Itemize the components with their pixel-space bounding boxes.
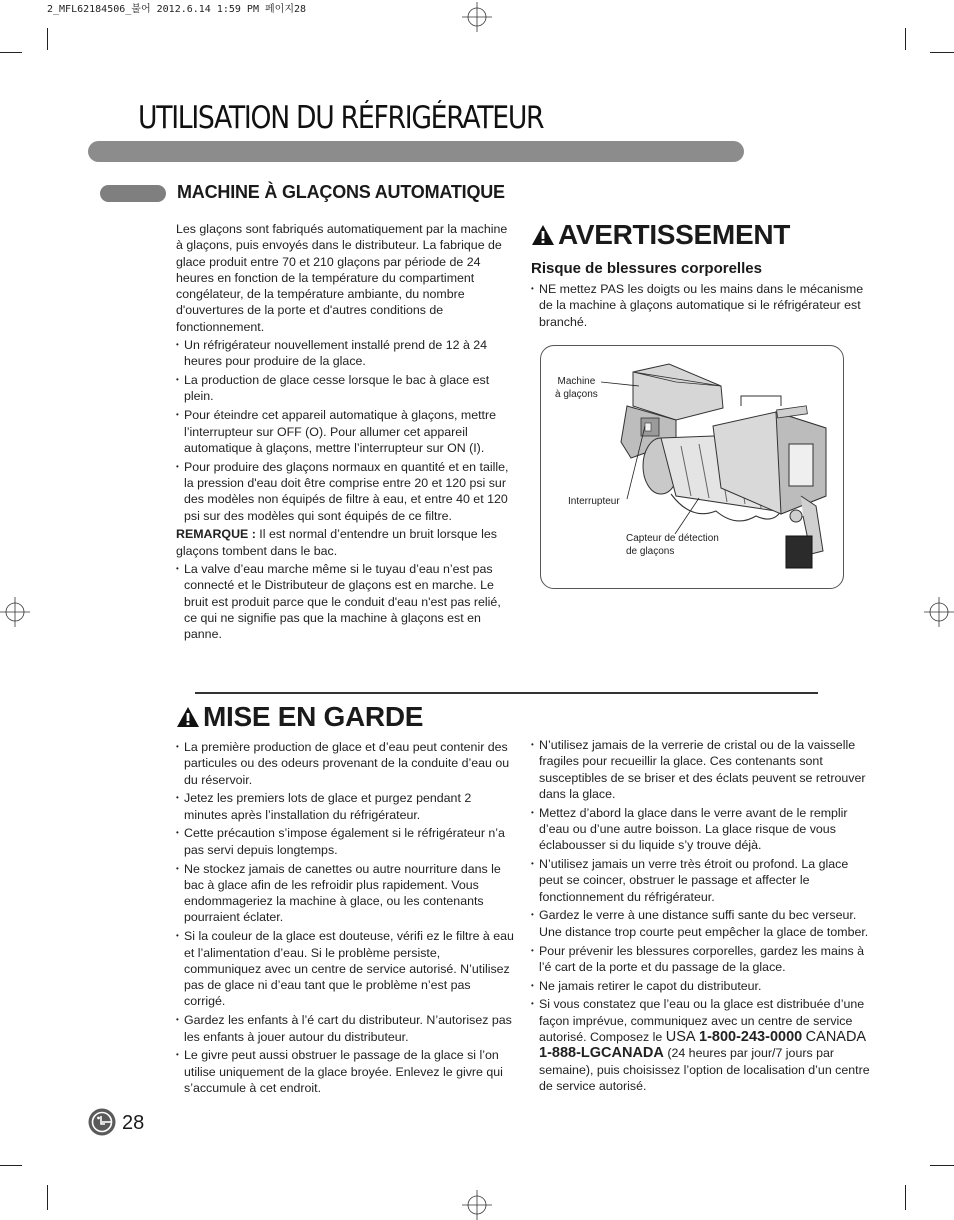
warning-text: [531, 281, 871, 332]
canada-label: CANADA: [805, 1029, 867, 1046]
ice-maker-figure: [540, 345, 844, 589]
usa-phone: 1-800-243-0000: [699, 1029, 803, 1046]
list-item: • Ne jamais retirer le capot du distributeur.: [531, 978, 871, 994]
list-item: • NE mettez PAS les doigts ou les mains dans le mécanisme de la machine à glaçons automatique si le réfrigérateur est branché.: [531, 281, 871, 330]
list-item: • Gardez le verre à une distance suffi sante du bec verseur. Une distance trop courte peut empêcher la glace de tomber.: [531, 907, 871, 940]
list-item: • N’utilisez jamais un verre très étroit ou profond. La glace peut se coincer, obstruer le passage et affecter le fonctionnement du réfrigérateur.: [531, 856, 871, 905]
registration-mark-icon: [462, 2, 492, 32]
warning-triangle-icon: [531, 224, 555, 246]
label-ice-maker-line1: Machine: [557, 376, 596, 387]
caution-left-column: [176, 739, 514, 1099]
list-item: • La valve d’eau marche même si le tuyau d’eau n’est pas connecté et le Distributeur de glaçons est en marche. Le bruit est produit parce que le conduit d'eau n'est pas relié, ce qui ne signifie pas que la machine à glaçons est en panne.: [176, 561, 514, 642]
list-item: [531, 996, 871, 1094]
section-title: MACHINE À GLAÇONS AUTOMATIQUE: [177, 182, 505, 202]
warning-title: AVERTISSEMENT: [558, 219, 791, 250]
service-text-2: (24 heures par jour/7 jours par semaine), puis choisissez l’option de localisation d’un centre de service autorisé.: [539, 1046, 870, 1093]
page-title: UTILISATION DU RÉFRIGÉRATEUR: [138, 100, 544, 136]
remark-label: REMARQUE :: [176, 527, 256, 542]
crop-mark: [905, 28, 906, 50]
caution-heading: [176, 701, 423, 733]
lg-logo-icon: [88, 1108, 116, 1136]
section-divider: [195, 692, 818, 694]
canada-phone: 1-888-LGCANADA: [539, 1045, 664, 1062]
label-ice-maker-line2: à glaçons: [555, 389, 598, 400]
list-item: • Cette précaution s’impose également si le réfrigérateur n’a pas servi depuis longtemps.: [176, 825, 514, 858]
list-item: • Si la couleur de la glace est douteuse, vérifi ez le filtre à eau et l’alimentation d’eau. Si le problème persiste, communiquez avec un centre de service autorisé. N’utilisez pas de glace ni d’eau tant que le problème n’est pas corrigé.: [176, 928, 514, 1009]
crop-mark: [930, 1165, 954, 1166]
service-text-1: Si vous constatez que l’eau ou la glace est distribuée d’une façon imprévue, communiquez avec un centre de service autorisé. Composez le: [539, 997, 865, 1045]
list-item: • Gardez les enfants à l’é cart du distributeur. N’autorisez pas les enfants à jouer autour du distributeur.: [176, 1012, 514, 1045]
warning-heading: [531, 219, 790, 251]
page-number: 28: [122, 1112, 145, 1134]
label-ice-sensor-line1: Capteur de détection: [626, 533, 719, 544]
title-bar: [88, 141, 744, 162]
intro-bullets-2: [176, 561, 514, 642]
warning-triangle-icon: [176, 706, 200, 728]
crop-mark: [0, 52, 22, 53]
list-item: • Pour produire des glaçons normaux en quantité et en taille, la pression d'eau doit être comprise entre 20 et 120 psi sur des modèles non équipés de filtre à eau, et entre 40 et 120 psi sur des modèles qui sont équipés de ce filtre.: [176, 459, 514, 524]
crop-mark: [47, 28, 48, 50]
intro-bullets: [176, 337, 514, 524]
intro-column: [176, 221, 514, 645]
caution-title: MISE EN GARDE: [203, 701, 424, 732]
label-ice-maker: [555, 375, 598, 401]
crop-mark: [930, 52, 954, 53]
list-item: • La première production de glace et d’eau peut contenir des particules ou des odeurs provenant de la conduite d’eau ou du réservoir.: [176, 739, 514, 788]
list-item: • Pour prévenir les blessures corporelles, gardez les mains à l’é cart de la porte et du passage de la glace.: [531, 943, 871, 976]
list-item: • Ne stockez jamais de canettes ou autre nourriture dans le bac à glace afin de les refroidir plus rapidement. Vous endommageriez la machine à glace, ou les contenants pourraient éclater.: [176, 861, 514, 926]
list-item: • Mettez d’abord la glace dans le verre avant de le remplir d’eau ou d’une autre boisson. La glace risque de vous éclabousser si du liquide s’y trouve déjà.: [531, 805, 871, 854]
registration-mark-icon: [0, 597, 30, 627]
label-ice-sensor-line2: de glaçons: [626, 546, 675, 557]
list-item: • La production de glace cesse lorsque le bac à glace est plein.: [176, 372, 514, 405]
caution-right-column: [531, 737, 871, 1097]
section-pill: [100, 185, 166, 202]
crop-mark: [0, 1165, 22, 1166]
label-ice-sensor: [626, 532, 719, 558]
label-switch: Interrupteur: [568, 496, 620, 507]
crop-mark: [47, 1185, 48, 1210]
list-item: • Jetez les premiers lots de glace et purgez pendant 2 minutes après l’installation du réfrigérateur.: [176, 790, 514, 823]
registration-mark-icon: [924, 597, 954, 627]
list-item: • N’utilisez jamais de la verrerie de cristal ou de la vaisselle fragiles pour recueillir la glace. Ces contenants sont susceptibles de se briser et des éclats peuvent se retrouver dans la glace.: [531, 737, 871, 802]
intro-paragraph: Les glaçons sont fabriqués automatiquement par la machine à glaçons, puis envoyés dans le distributeur. La fabrique de glace produit entre 70 et 210 glaçons par période de 24 heures en fonction de la température du compartiment congélateur, de la température ambiante, du nombre d'ouvertures de la porte et d'autres conditions de fonctionnement.: [176, 222, 508, 334]
crop-mark: [905, 1185, 906, 1210]
list-item: • Le givre peut aussi obstruer le passage de la glace si l’on utilise uniquement de la glace broyée. Enlevez le givre qui s’accumule à cet endroit.: [176, 1047, 514, 1096]
warning-subtitle: Risque de blessures corporelles: [531, 260, 762, 277]
registration-mark-icon: [462, 1190, 492, 1220]
usa-label: USA: [665, 1029, 696, 1046]
print-header: 2_MFL62184506_불어 2012.6.14 1:59 PM 페이지28: [47, 4, 307, 15]
remark-text: Il est normal d’entendre un bruit lorsque les glaçons tombent dans le bac.: [176, 527, 497, 558]
list-item: • Un réfrigérateur nouvellement installé prend de 12 à 24 heures pour produire de la glace.: [176, 337, 514, 370]
list-item: • Pour éteindre cet appareil automatique à glaçons, mettre l’interrupteur sur OFF (O). Pour allumer cet appareil automatique à glaçons, mettre l’interrupteur sur ON (I).: [176, 407, 514, 456]
remark: [176, 526, 514, 559]
